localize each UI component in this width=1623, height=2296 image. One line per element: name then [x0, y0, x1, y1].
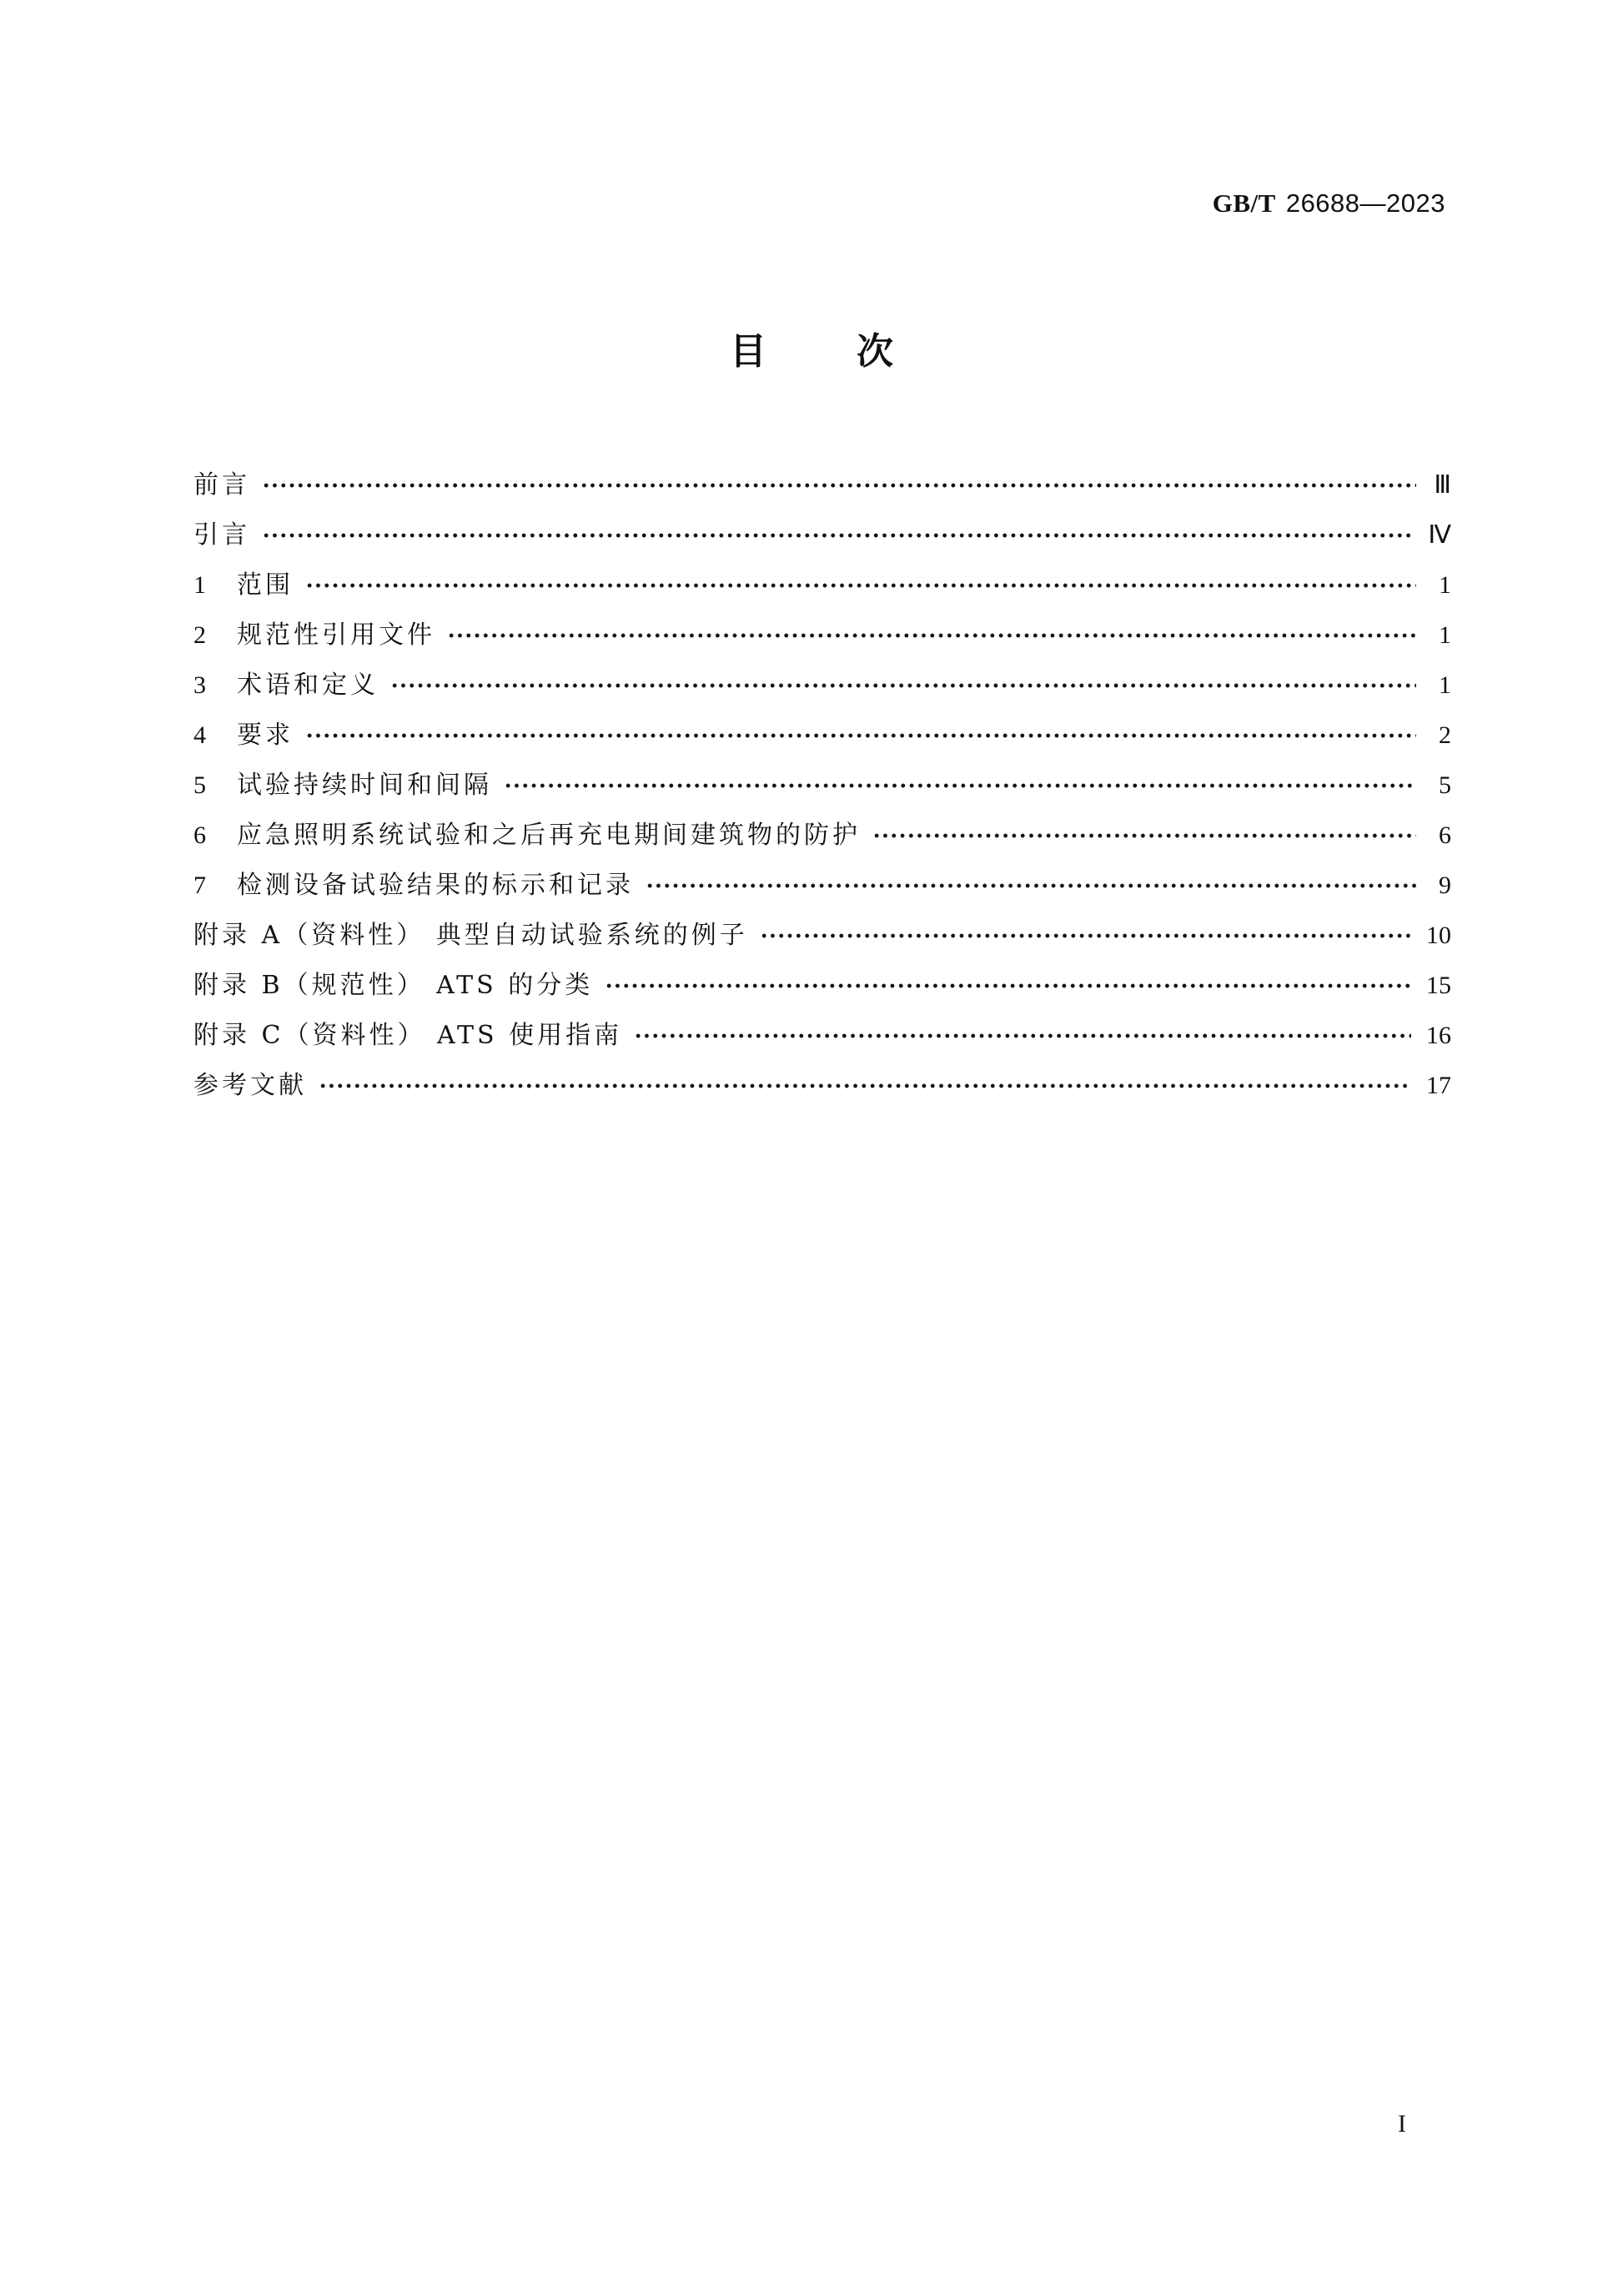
- toc-entry-bibliography[interactable]: [193, 1061, 1451, 1111]
- toc-entry-label: 附录 C（资料性） ATS 使用指南: [193, 1021, 623, 1050]
- toc-entry-label: 规范性引用文件: [237, 620, 435, 650]
- page-number: I: [1398, 2110, 1406, 2138]
- toc-dot-leader: [262, 533, 1413, 538]
- toc-entry-number: 6: [193, 821, 206, 849]
- toc-entry-page: 5: [1439, 771, 1451, 799]
- toc-entry-label: 术语和定义: [237, 671, 379, 700]
- toc-dot-leader: [872, 833, 1416, 838]
- toc-dot-leader: [390, 683, 1416, 688]
- toc-entry-page: 10: [1426, 922, 1451, 949]
- toc-entry-label: 要求: [237, 721, 294, 750]
- toc-entry-label: 范围: [237, 570, 294, 600]
- toc-dot-leader: [305, 583, 1416, 588]
- toc-entry-test-duration[interactable]: [193, 761, 1451, 811]
- toc-entry-page: 16: [1426, 1022, 1451, 1049]
- toc-entry-label: 附录 B（规范性） ATS 的分类: [193, 971, 594, 1000]
- toc-entry-number: 1: [193, 571, 206, 599]
- toc-entry-label: 附录 A（资料性） 典型自动试验系统的例子: [193, 921, 748, 950]
- standard-number-year: 26688—2023: [1285, 188, 1445, 218]
- toc-entry-page: 1: [1439, 671, 1451, 699]
- toc-entry-page: 2: [1439, 721, 1451, 749]
- toc-entry-normative-references[interactable]: [193, 610, 1451, 661]
- toc-dot-leader: [447, 633, 1416, 638]
- toc-entry-building-protection[interactable]: [193, 811, 1451, 861]
- toc-entry-number: 4: [193, 721, 206, 749]
- toc-entry-page: 6: [1439, 821, 1451, 849]
- toc-entry-page: Ⅳ: [1428, 521, 1451, 549]
- toc-entry-result-marking[interactable]: [193, 861, 1451, 911]
- toc-entry-page: 1: [1439, 621, 1451, 649]
- standard-number: [1213, 188, 1445, 219]
- toc-entry-page: 9: [1439, 872, 1451, 899]
- title-char-1: 目: [730, 330, 766, 373]
- toc-entry-terms-definitions[interactable]: [193, 661, 1451, 711]
- toc-dot-leader: [760, 933, 1411, 938]
- standard-code: GB/T: [1212, 188, 1276, 218]
- toc-entry-number: 5: [193, 771, 206, 799]
- toc-entry-number: 2: [193, 621, 206, 649]
- toc-entry-annex-a[interactable]: [193, 911, 1451, 961]
- toc-dot-leader: [262, 483, 1416, 488]
- toc-entry-annex-b[interactable]: [193, 961, 1451, 1011]
- toc-entry-label: 试验持续时间和间隔: [237, 771, 492, 800]
- toc-entry-scope[interactable]: [193, 560, 1451, 610]
- toc-entry-label: 前言: [193, 470, 250, 500]
- toc-entry-page: Ⅲ: [1434, 471, 1451, 499]
- toc-entry-label: 检测设备试验结果的标示和记录: [237, 871, 634, 900]
- toc-dot-leader: [605, 983, 1411, 988]
- toc-entry-page: 15: [1426, 972, 1451, 999]
- toc-entry-introduction[interactable]: [193, 510, 1451, 560]
- toc-entry-label: 引言: [193, 520, 250, 550]
- toc-entry-requirements[interactable]: [193, 711, 1451, 761]
- toc-dot-leader: [504, 783, 1416, 788]
- toc-entry-label: 参考文献: [193, 1071, 307, 1100]
- table-of-contents: [193, 460, 1451, 1111]
- toc-dot-leader: [634, 1033, 1411, 1038]
- toc-entry-number: 7: [193, 872, 206, 899]
- toc-dot-leader: [305, 733, 1416, 738]
- toc-entry-label: 应急照明系统试验和之后再充电期间建筑物的防护: [237, 821, 861, 850]
- page-title: [0, 327, 1623, 377]
- toc-entry-number: 3: [193, 671, 206, 699]
- toc-entry-foreword[interactable]: [193, 460, 1451, 510]
- toc-entry-annex-c[interactable]: [193, 1011, 1451, 1061]
- toc-dot-leader: [646, 883, 1416, 888]
- toc-dot-leader: [319, 1083, 1411, 1088]
- toc-entry-page: 17: [1426, 1072, 1451, 1099]
- toc-entry-page: 1: [1439, 571, 1451, 599]
- title-char-2: 次: [857, 330, 893, 373]
